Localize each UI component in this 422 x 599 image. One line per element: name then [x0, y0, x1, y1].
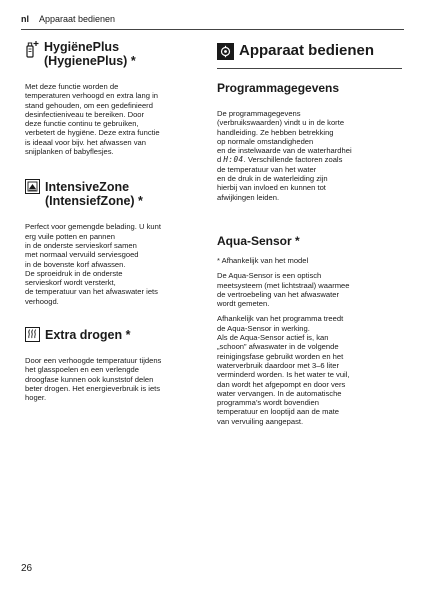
text-line: stand gehouden, om een gedefinieerd [25, 100, 153, 110]
intensive-zone-icon [25, 179, 40, 194]
text-line: de vertroebeling van het afwaswater [217, 289, 339, 299]
text-line: en de druk in de waterleiding zijn [217, 174, 328, 184]
right-column [217, 40, 402, 426]
text-line: verminderd worden. Is het water te vuil, [217, 370, 350, 380]
text-line: afwijkingen leiden. [217, 192, 280, 202]
text-line: erg vuile potten en pannen [25, 231, 115, 241]
text-line: hoger. [25, 393, 47, 403]
hygiene-plus-icon [25, 40, 39, 63]
section-title: Extra drogen * [45, 328, 131, 343]
text-line: dan wordt het afgepompt en door vers [217, 379, 346, 389]
aqua-sensor-paragraph [217, 314, 402, 426]
text-line: verbetert de hygiëne. Deze extra functie [25, 128, 160, 138]
extra-dry-icon [25, 327, 40, 342]
text-line: op normale omstandigheden [217, 136, 314, 146]
running-header-section: Apparaat bedienen [39, 14, 116, 24]
chapter-heading [217, 42, 402, 60]
text-line: in de bovenste korf afwassen. [25, 259, 126, 269]
text-line: van vervuiling aangepast. [217, 416, 304, 426]
section-paragraph [25, 222, 200, 306]
text-line: de temperatuur van het afwaswater iets [25, 287, 158, 297]
text-line: het glasspoelen en een verlengde [25, 365, 139, 375]
text-line: De sproeidruk in de onderste [25, 268, 123, 278]
language-code: nl [21, 14, 29, 24]
section-header [25, 180, 200, 208]
left-column [25, 40, 200, 403]
text-line: temperaturen verhoogd en extra lang in [25, 91, 158, 101]
running-header [21, 14, 115, 24]
text-line: „schoon” afwaswater in de volgende [217, 342, 339, 352]
section-title-line2: (HygienePlus) * [44, 54, 136, 68]
section-header [25, 328, 200, 342]
section-header [25, 40, 200, 68]
section-title [45, 180, 143, 208]
text-line: (verbruikswaarden) vindt u in de korte [217, 118, 345, 128]
text-line: handleiding. Ze hebben betrekking [217, 127, 334, 137]
section-intensive-zone [25, 180, 200, 306]
text-line: Perfect voor gemengde belading. U kunt [25, 222, 161, 232]
text-line: met normaal vervuild serviesgoed [25, 250, 139, 260]
section-title-line1: IntensiveZone [45, 180, 130, 195]
footnote: * Afhankelijk van het model [217, 255, 309, 265]
text-line: temperatuur en looptijd aan de mate [217, 407, 340, 417]
text-line: programma’s wordt bovendien [217, 398, 320, 408]
text-line: beter drogen. Het energieverbruik is iets [25, 383, 161, 393]
text-line: . Verschillende factoren zoals [243, 155, 343, 165]
text-line: wordt gemeten. [217, 299, 270, 309]
section-extra-dry [25, 328, 200, 402]
text-line: en de instelwaarde van de waterhardhei [217, 146, 352, 156]
text-line: De programmagegevens [217, 109, 301, 118]
text-line: de temperatuur van het water [217, 164, 317, 174]
text-line: verhoogd. [25, 296, 59, 306]
text-line: d [217, 155, 224, 165]
text-line: Afhankelijk van het programma treedt [217, 314, 344, 324]
text-line: De Aqua-Sensor is een optisch [217, 271, 322, 281]
text-line: reinigingsfase gebruikt worden en het [217, 351, 344, 361]
text-line: water vervangen. In de automatische [217, 388, 342, 398]
section-title-line1: HygiënePlus [44, 40, 120, 54]
water-hardness-code: H:04 [223, 155, 244, 165]
section-hygiene-plus [25, 40, 200, 156]
text-line: desinfectieniveau te bereiken. Door [25, 109, 145, 119]
text-line: waterverbruik daardoor met 3–6 liter [217, 360, 339, 370]
text-line: Met deze functie worden de [25, 82, 119, 91]
section-paragraph [25, 356, 200, 402]
text-line: meetsysteem (met lichtstraal) waarmee [217, 280, 350, 290]
header-divider [21, 29, 404, 30]
text-line: Door een verhoogde temperatuur tijdens [25, 356, 162, 366]
text-line: servieskorf wordt versterkt, [25, 278, 116, 288]
operate-appliance-icon [217, 43, 234, 60]
text-line: droogfase kunnen ook kunststof delen [25, 374, 154, 384]
chapter-divider [217, 68, 402, 69]
text-line: hierbij van invloed en kunnen tot [217, 183, 326, 193]
text-line: de Aqua-Sensor in werking. [217, 323, 310, 333]
chapter-title: Apparaat bedienen [239, 42, 375, 59]
subsection-title-program-data: Programmagegevens [217, 81, 340, 95]
text-line: deze functie continu te gebruiken, [25, 119, 139, 129]
aqua-sensor-paragraph [217, 271, 402, 308]
text-line: in de onderste servieskorf samen [25, 240, 137, 250]
text-line: snijplanken of babyflesjes. [25, 147, 114, 157]
section-title-line2: (IntensiefZone) * [45, 194, 143, 209]
text-line: is ideaal voor bijv. het afwassen van [25, 137, 147, 147]
subsection-title-aqua-sensor: Aqua-Sensor * [217, 233, 300, 248]
program-data-paragraph [217, 109, 402, 202]
section-title [44, 40, 136, 68]
text-line: Als de Aqua-Sensor actief is, kan [217, 333, 329, 343]
page-number: 26 [21, 563, 33, 574]
section-paragraph [25, 82, 200, 156]
